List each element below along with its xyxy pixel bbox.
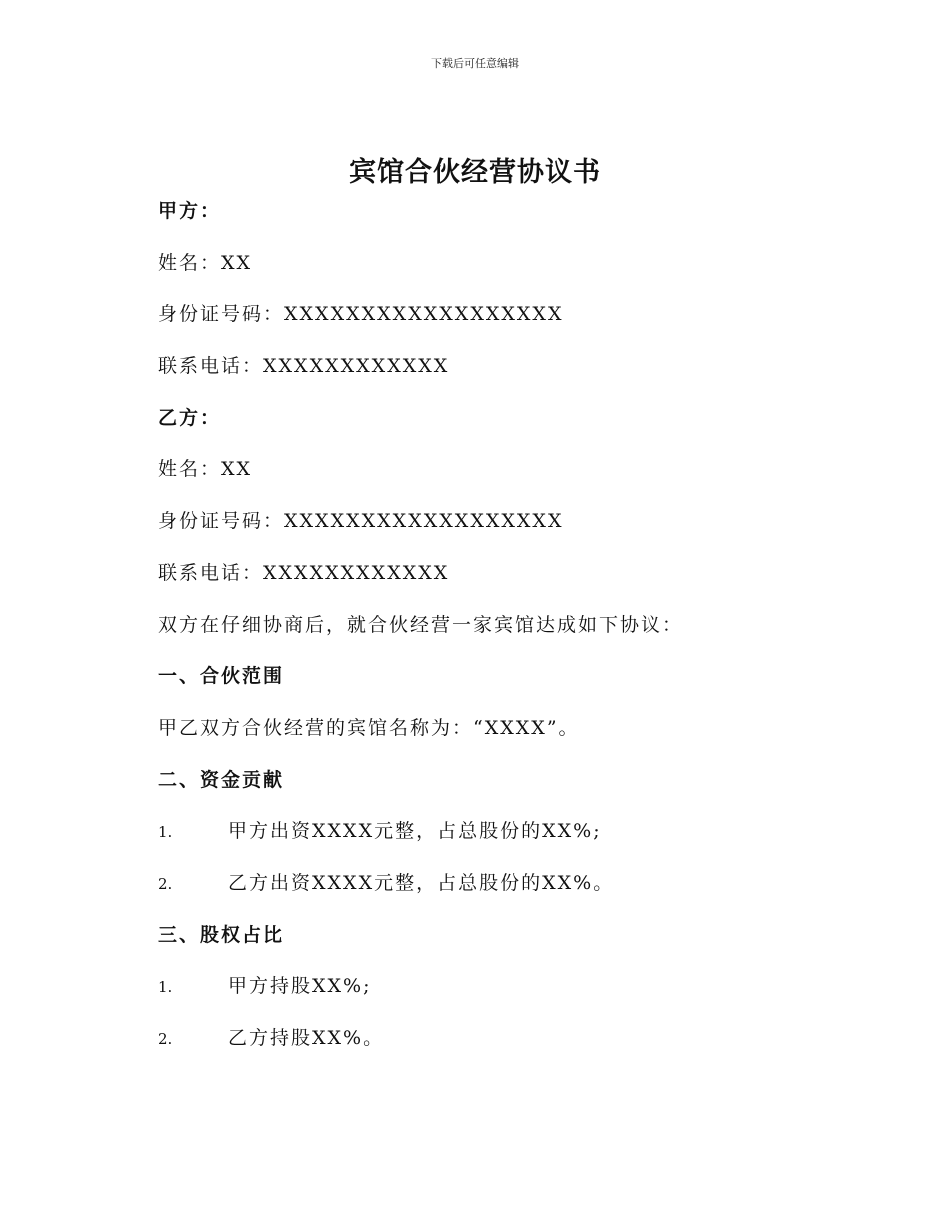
- list-item: [158, 1025, 384, 1052]
- section-heading-scope: 一、合伙范围: [158, 665, 285, 687]
- list-item: [158, 973, 372, 1000]
- list-item-number: 2.: [158, 1030, 173, 1048]
- list-item-text: 甲方持股XX%;: [228, 975, 372, 997]
- intro-paragraph: 双方在仔细协商后，就合伙经营一家宾馆达成如下协议：: [158, 614, 684, 636]
- party-a-phone: 联系电话：XXXXXXXXXXXX: [158, 355, 450, 377]
- party-a-id: 身份证号码：XXXXXXXXXXXXXXXXXX: [158, 303, 564, 325]
- list-item: [158, 818, 602, 845]
- section-heading-equity: 三、股权占比: [158, 924, 285, 946]
- party-a-name: 姓名：XX: [158, 252, 253, 274]
- header-note: 下载后可任意编辑: [431, 57, 519, 70]
- party-b-label: 乙方：: [158, 407, 222, 429]
- list-item-text: 乙方持股XX%。: [228, 1027, 385, 1049]
- list-item-number: 2.: [158, 875, 173, 893]
- party-b-name: 姓名：XX: [158, 458, 253, 480]
- party-b-phone: 联系电话：XXXXXXXXXXXX: [158, 562, 450, 584]
- list-item: [158, 870, 614, 897]
- section-scope-text: 甲乙双方合伙经营的宾馆名称为：“XXXX”。: [158, 717, 580, 739]
- section-heading-capital: 二、资金贡献: [158, 769, 285, 791]
- list-item-number: 1.: [158, 823, 173, 841]
- party-a-label: 甲方：: [158, 200, 222, 222]
- party-b-id: 身份证号码：XXXXXXXXXXXXXXXXXX: [158, 510, 564, 532]
- list-item-text: 甲方出资XXXX元整，占总股份的XX%;: [228, 820, 602, 842]
- document-title: 宾馆合伙经营协议书: [349, 157, 601, 188]
- list-item-number: 1.: [158, 978, 173, 996]
- list-item-text: 乙方出资XXXX元整，占总股份的XX%。: [228, 872, 615, 894]
